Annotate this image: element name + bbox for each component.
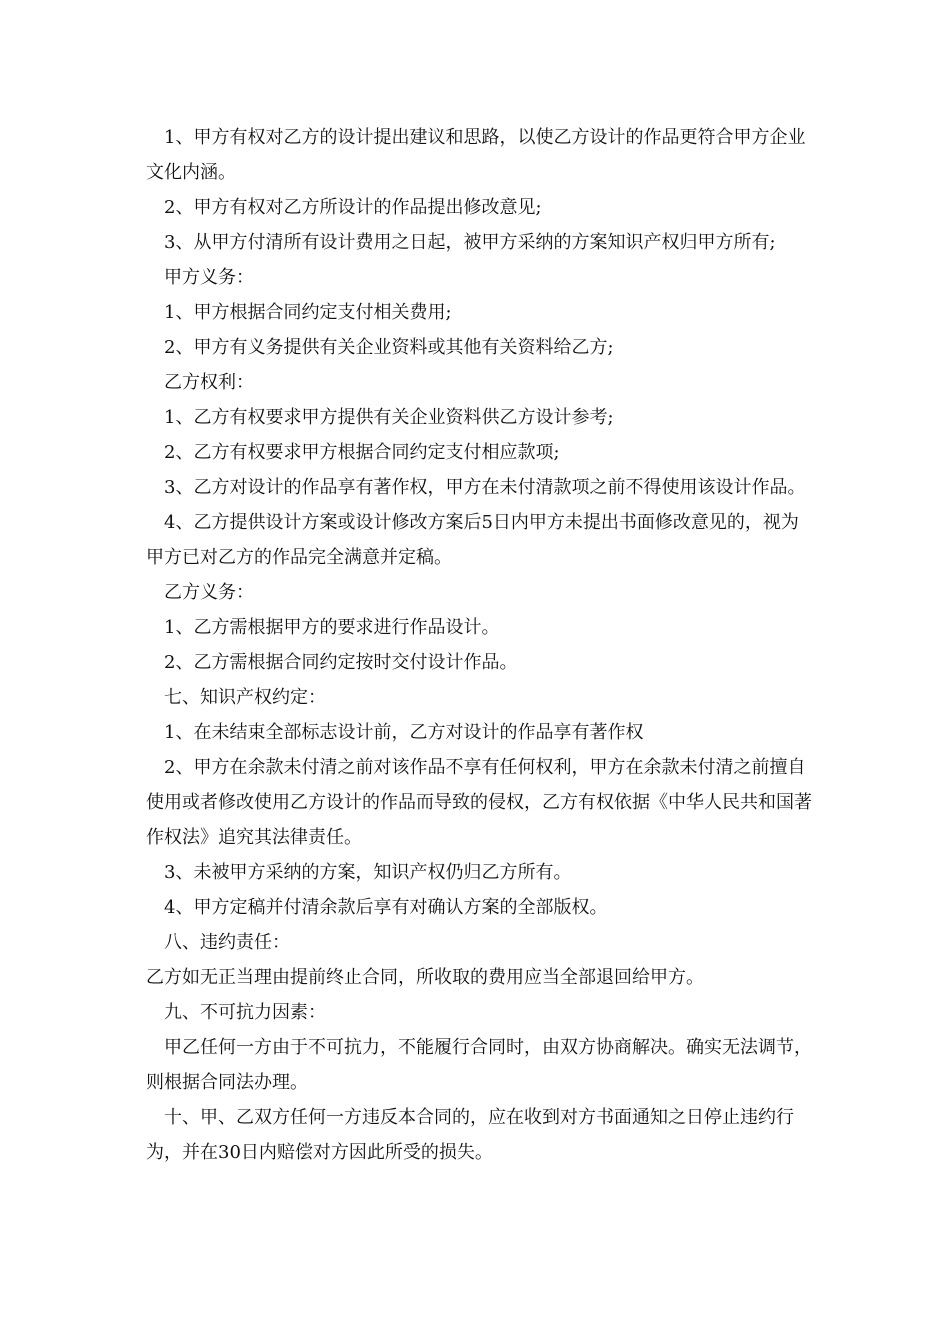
paragraph: 1、甲方有权对乙方的设计提出建议和思路，以使乙方设计的作品更符合甲方企业文化内涵。 <box>146 127 806 183</box>
paragraph: 2、甲方有权对乙方所设计的作品提出修改意见; <box>164 197 542 218</box>
section-heading: 九、不可抗力因素： <box>164 1002 326 1023</box>
paragraph: 甲乙任何一方由于不可抗力，不能履行合同时，由双方协商解决。确实无法调节，则根据合同法办理。 <box>146 1037 812 1093</box>
document-body <box>146 120 816 1170</box>
section-heading: 八、违约责任： <box>164 932 290 953</box>
paragraph: 1、乙方有权要求甲方提供有关企业资料供乙方设计参考; <box>164 407 614 428</box>
paragraph: 2、乙方有权要求甲方根据合同约定支付相应款项; <box>164 442 560 463</box>
section-heading: 甲方义务： <box>164 267 254 288</box>
paragraph: 4、甲方定稿并付清余款后享有对确认方案的全部版权。 <box>164 897 608 918</box>
section-heading: 乙方义务： <box>164 582 254 603</box>
paragraph: 3、从甲方付清所有设计费用之日起，被甲方采纳的方案知识产权归甲方所有; <box>164 232 776 253</box>
paragraph: 3、乙方对设计的作品享有著作权，甲方在未付清款项之前不得使用该设计作品。 <box>164 477 806 498</box>
paragraph: 2、甲方在余款未付清之前对该作品不享有任何权利，甲方在余款未付清之前擅自使用或者修改使用乙方设计的作品而导致的侵权，乙方有权依据《中华人民共和国著作权法》追究其法律责任。 <box>146 757 812 848</box>
paragraph: 1、在未结束全部标志设计前，乙方对设计的作品享有著作权 <box>164 722 644 743</box>
paragraph: 1、甲方根据合同约定支付相关费用; <box>164 302 452 323</box>
paragraph: 3、未被甲方采纳的方案，知识产权仍归乙方所有。 <box>164 862 572 883</box>
paragraph: 2、甲方有义务提供有关企业资料或其他有关资料给乙方; <box>164 337 614 358</box>
section-heading: 七、知识产权约定： <box>164 687 326 708</box>
paragraph: 4、乙方提供设计方案或设计修改方案后5日内甲方未提出书面修改意见的，视为甲方已对乙方的作品完全满意并定稿。 <box>146 512 799 568</box>
paragraph: 乙方如无正当理由提前终止合同，所收取的费用应当全部退回给甲方。 <box>146 967 704 988</box>
paragraph: 1、乙方需根据甲方的要求进行作品设计。 <box>164 617 500 638</box>
paragraph: 十、甲、乙双方任何一方违反本合同的，应在收到对方书面通知之日停止违约行为，并在30日内赔偿对方因此所受的损失。 <box>146 1107 794 1163</box>
section-heading: 乙方权利： <box>164 372 254 393</box>
paragraph: 2、乙方需根据合同约定按时交付设计作品。 <box>164 652 518 673</box>
